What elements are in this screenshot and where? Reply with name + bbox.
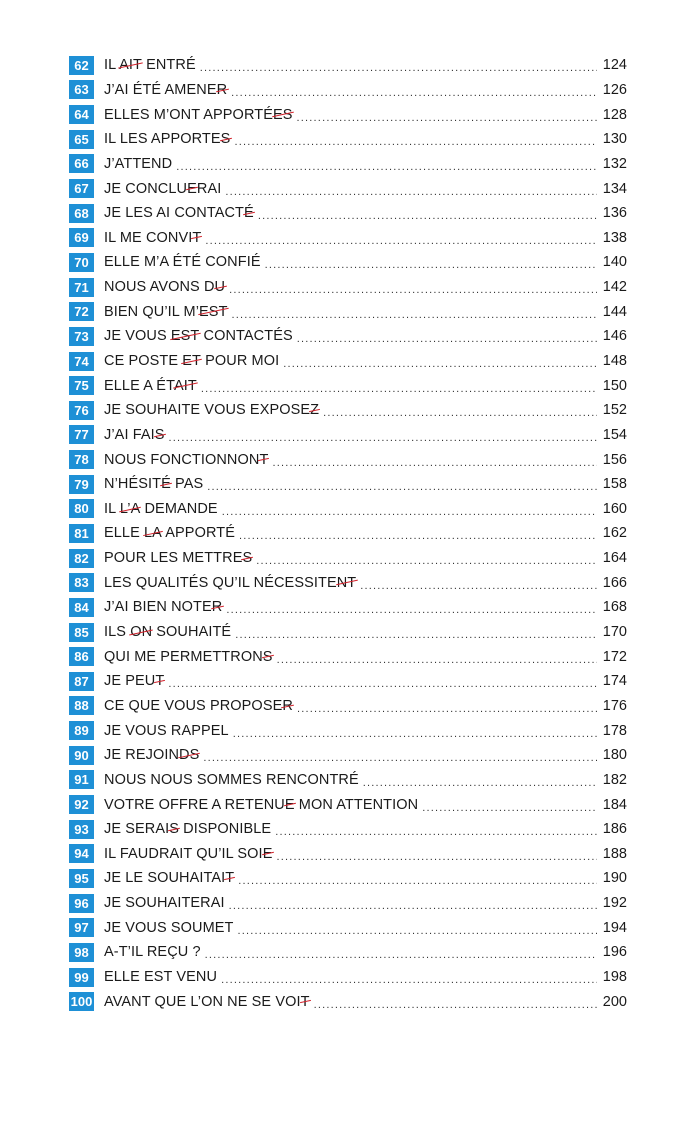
dot-leader: [205, 235, 597, 247]
toc-entry[interactable]: [69, 472, 627, 497]
entry-number-badge: 97: [69, 918, 94, 937]
toc-entry[interactable]: [69, 842, 627, 867]
page-number: 170: [602, 624, 627, 641]
entry-title: [104, 230, 201, 246]
struck-error-text: T: [155, 673, 165, 690]
dot-leader: [360, 580, 597, 592]
page-number: 190: [602, 870, 627, 887]
toc-entry[interactable]: [69, 250, 627, 275]
struck-error-text: T: [225, 870, 235, 887]
entry-number-badge: 75: [69, 376, 94, 395]
dot-leader: [277, 654, 597, 666]
entry-title-text: NOUS AVONS D: [104, 279, 215, 296]
entry-title-text: JE CONCLU: [104, 180, 188, 197]
entry-number-badge: 76: [69, 401, 94, 420]
entry-title: [104, 156, 172, 172]
entry-title: [104, 82, 227, 98]
entry-title: [104, 402, 319, 418]
entry-title: [104, 550, 252, 566]
toc-entry[interactable]: [69, 373, 627, 398]
dot-leader: [256, 555, 597, 567]
page-number: 184: [602, 796, 627, 813]
entry-title: [104, 57, 196, 73]
page-number: 192: [602, 895, 627, 912]
toc-entry[interactable]: [69, 423, 627, 448]
dot-leader: [205, 949, 597, 961]
entry-title: [104, 254, 261, 270]
dot-leader: [314, 999, 597, 1011]
entry-number-badge: 100: [70, 994, 93, 1010]
entry-title-text: JE SOUHAITERAI: [104, 895, 225, 912]
entry-title-text: IL: [104, 500, 120, 517]
toc-entry[interactable]: [69, 620, 627, 645]
entry-number-badge: 85: [69, 623, 94, 642]
entry-title-text: CE QUE VOUS PROPOSE: [104, 697, 283, 714]
entry-number-badge: 94: [69, 844, 94, 863]
dot-leader: [201, 383, 597, 395]
toc-entry[interactable]: [69, 78, 627, 103]
struck-error-text: NT: [336, 574, 357, 591]
entry-title-text: NOUS NOUS SOMMES RENCONTRÉ: [104, 771, 359, 788]
dot-leader: [234, 136, 597, 148]
entry-title-text: NOUS FONCTIONNON: [104, 451, 260, 468]
entry-title-text: JE LES AI CONTACT: [104, 205, 245, 222]
struck-error-text: R: [282, 697, 293, 714]
entry-number-badge: 62: [69, 56, 94, 75]
entry-title-text: POUR MOI: [200, 353, 280, 369]
entry-title-text: A-T’IL REÇU ?: [104, 944, 201, 961]
entry-title: [104, 501, 218, 517]
entry-title-text: ELLE EST VENU: [104, 969, 218, 986]
entry-number-badge: 65: [69, 130, 94, 149]
struck-error-text: EST: [170, 328, 200, 345]
entry-title: [104, 797, 418, 813]
page-number: 198: [602, 969, 627, 986]
entry-number-badge: 64: [69, 105, 94, 124]
entry-number-badge: 95: [69, 869, 94, 888]
page-number: 152: [602, 402, 627, 419]
entry-number-badge: 82: [69, 549, 94, 568]
dot-leader: [169, 432, 597, 444]
toc-entry[interactable]: [69, 447, 627, 472]
entry-title-text: PAS: [170, 476, 204, 493]
entry-number-badge: 68: [69, 204, 94, 223]
entry-title-text: IL: [104, 57, 120, 74]
entry-title-text: JE VOUS SOUMET: [104, 919, 234, 936]
entry-title: [104, 181, 221, 197]
dot-leader: [363, 777, 597, 789]
page-number: 128: [602, 106, 627, 123]
entry-number-badge: 66: [69, 154, 94, 173]
dot-leader: [297, 703, 597, 715]
page-number: 130: [602, 131, 627, 148]
entry-title-text: JE PEU: [104, 673, 156, 690]
toc-entry[interactable]: [69, 127, 627, 152]
struck-error-text: R: [211, 599, 223, 616]
page-number: 172: [602, 648, 627, 665]
page-number: 140: [602, 254, 627, 271]
entry-number-badge: 87: [69, 672, 94, 691]
entry-title-text: IL LES APPORTE: [104, 131, 221, 148]
toc-entry[interactable]: [69, 792, 627, 817]
entry-title-text: CE POSTE: [104, 353, 183, 369]
page-number: 146: [602, 328, 627, 345]
toc-entry[interactable]: [69, 349, 627, 374]
entry-title: [104, 821, 271, 837]
toc-entry[interactable]: [69, 915, 627, 940]
entry-title: [104, 378, 197, 394]
entry-title-text: JE LE SOUHAITAI: [104, 870, 226, 887]
entry-title-text: AVANT QUE L’ON NE SE VOI: [104, 993, 301, 1010]
page-number: 144: [602, 303, 627, 320]
struck-error-text: U: [214, 279, 226, 296]
entry-title: [104, 649, 273, 665]
entry-title-text: ELLES M’ONT APPORTÉ: [104, 106, 273, 123]
dot-leader: [221, 974, 597, 986]
toc-entry[interactable]: [69, 891, 627, 916]
table-of-contents: [69, 53, 627, 1014]
entry-title: [104, 994, 310, 1010]
entry-number-badge: 81: [69, 524, 94, 543]
toc-entry[interactable]: [69, 866, 627, 891]
entry-number-badge: 69: [69, 228, 94, 247]
struck-error-text: É: [161, 476, 171, 493]
entry-number-badge: 84: [69, 598, 94, 617]
toc-entry[interactable]: [69, 768, 627, 793]
page-number: 134: [602, 180, 627, 197]
entry-number-badge: 86: [69, 647, 94, 666]
toc-entry[interactable]: [69, 669, 627, 694]
entry-number-badge: 93: [69, 820, 94, 839]
toc-entry[interactable]: [69, 743, 627, 768]
entry-title: [104, 870, 234, 886]
dot-leader: [176, 161, 597, 173]
toc-entry[interactable]: [69, 275, 627, 300]
entry-number-badge: 99: [69, 968, 94, 987]
page-number: 124: [602, 57, 627, 74]
page-number: 160: [602, 500, 627, 517]
page-number: 186: [602, 821, 627, 838]
entry-title-text: J’AI ÉTÉ AMENE: [104, 81, 217, 98]
dot-leader: [207, 481, 597, 493]
entry-number-badge: 88: [69, 696, 94, 715]
page-number: 174: [602, 673, 627, 690]
toc-entry[interactable]: [69, 201, 627, 226]
toc-entry[interactable]: [69, 176, 627, 201]
entry-number-badge: 67: [69, 179, 94, 198]
entry-title-text: QUI ME PERMETTRON: [104, 648, 263, 665]
entry-title: [104, 846, 272, 862]
struck-error-text: AIT: [119, 57, 142, 74]
entry-number-badge: 98: [69, 943, 94, 962]
entry-title: [104, 279, 225, 295]
entry-title: [104, 599, 222, 615]
toc-entry[interactable]: [69, 570, 627, 595]
dot-leader: [239, 530, 597, 542]
entry-title: [104, 328, 293, 344]
toc-entry[interactable]: [69, 324, 627, 349]
dot-leader: [272, 457, 597, 469]
page-number: 158: [602, 476, 627, 493]
struck-error-text: T: [259, 451, 269, 468]
entry-title: [104, 920, 234, 936]
page-number: 132: [602, 155, 627, 172]
entry-title: [104, 673, 164, 689]
dot-leader: [258, 210, 597, 222]
entry-number-badge: 70: [69, 253, 94, 272]
entry-number-badge: 91: [69, 770, 94, 789]
entry-title-text: J’ATTEND: [104, 155, 173, 172]
entry-title: [104, 205, 254, 221]
entry-title-text: J’AI FAI: [104, 426, 155, 443]
entry-title: [104, 304, 228, 320]
dot-leader: [297, 112, 597, 124]
dot-leader: [275, 826, 597, 838]
page-number: 176: [602, 697, 627, 714]
struck-error-text: LA: [144, 525, 162, 542]
entry-title: [104, 624, 231, 640]
page-number: 164: [602, 550, 627, 567]
entry-title: [104, 131, 230, 147]
dot-leader: [323, 407, 597, 419]
toc-entry[interactable]: [69, 225, 627, 250]
dot-leader: [203, 752, 597, 764]
entry-title: [104, 944, 201, 960]
page-number: 126: [602, 81, 627, 98]
toc-entry[interactable]: [69, 595, 627, 620]
toc-entry[interactable]: [69, 497, 627, 522]
entry-title-text: J’AI BIEN NOTE: [104, 599, 212, 616]
page-number: 194: [602, 919, 627, 936]
entry-title-text: IL ME CONVI: [104, 229, 193, 246]
toc-entry[interactable]: [69, 817, 627, 842]
page-number: 178: [602, 722, 627, 739]
entry-title: [104, 969, 217, 985]
dot-leader: [231, 87, 597, 99]
page-number: 180: [602, 747, 627, 764]
entry-title: [104, 452, 268, 468]
entry-title-text: N’HÉSIT: [104, 476, 162, 493]
toc-entry[interactable]: [69, 398, 627, 423]
entry-title: [104, 895, 225, 911]
dot-leader: [238, 925, 598, 937]
entry-title-text: JE REJOIN: [104, 747, 180, 764]
struck-error-text: Z: [310, 402, 320, 419]
page-number: 166: [602, 574, 627, 591]
toc-entry[interactable]: [69, 521, 627, 546]
page-number: 168: [602, 599, 627, 616]
struck-error-text: S: [262, 648, 273, 665]
struck-error-text: AIT: [173, 377, 197, 394]
entry-title-text: JE VOUS RAPPEL: [104, 722, 229, 739]
page-number: 188: [602, 845, 627, 862]
entry-number-badge: 89: [69, 721, 94, 740]
toc-entry[interactable]: [69, 940, 627, 965]
struck-error-text: L’A: [119, 500, 141, 517]
entry-number-badge: 92: [69, 795, 94, 814]
toc-entry[interactable]: [69, 546, 627, 571]
entry-title-text: ELLE M’A ÉTÉ CONFIÉ: [104, 254, 261, 271]
page-number: 200: [602, 993, 627, 1010]
entry-title-text: SOUHAITÉ: [152, 624, 232, 641]
dot-leader: [232, 309, 597, 321]
entry-title: [104, 698, 293, 714]
entry-number-badge: 73: [69, 327, 94, 346]
dot-leader: [297, 333, 597, 345]
toc-entry[interactable]: [69, 989, 627, 1014]
toc-entry[interactable]: [69, 299, 627, 324]
page-number: 150: [602, 377, 627, 394]
struck-error-text: ET: [182, 353, 201, 369]
page-number: 182: [602, 771, 627, 788]
toc-entry[interactable]: [69, 102, 627, 127]
entry-title: [104, 107, 293, 123]
entry-title-text: CONTACTÉS: [199, 328, 293, 345]
dot-leader: [276, 851, 597, 863]
entry-title-text: ILS: [104, 624, 131, 641]
entry-title-text: LES QUALITÉS QU’IL NÉCESSITE: [104, 574, 337, 591]
toc-entry[interactable]: [69, 53, 627, 78]
toc-entry[interactable]: [69, 694, 627, 719]
struck-error-text: S: [154, 426, 165, 443]
dot-leader: [283, 358, 597, 370]
dot-leader: [229, 284, 597, 296]
entry-title: [104, 353, 279, 369]
entry-number-badge: 78: [69, 450, 94, 469]
entry-number-badge: 96: [69, 894, 94, 913]
toc-entry[interactable]: [69, 965, 627, 990]
entry-title-text: MON ATTENTION: [294, 796, 419, 813]
dot-leader: [265, 259, 597, 271]
struck-error-text: E: [187, 180, 197, 197]
struck-error-text: R: [216, 81, 228, 98]
entry-title-text: JE SERAI: [104, 821, 170, 838]
entry-title: [104, 476, 203, 492]
entry-title-text: DEMANDE: [140, 500, 218, 517]
entry-number-badge: 77: [69, 425, 94, 444]
page-number: 148: [602, 353, 627, 369]
page-number: 196: [602, 944, 627, 961]
entry-title-text: JE SOUHAITE VOUS EXPOSE: [104, 402, 311, 419]
toc-entry[interactable]: [69, 644, 627, 669]
entry-number-badge: 83: [69, 573, 94, 592]
entry-title: [104, 427, 165, 443]
dot-leader: [225, 186, 597, 198]
entry-title-text: ELLE: [104, 525, 144, 542]
entry-title-text: IL FAUDRAIT QU’IL SOI: [104, 845, 263, 862]
entry-title: [104, 575, 356, 591]
entry-number-badge: 71: [69, 278, 94, 297]
entry-title-text: RAI: [196, 180, 222, 197]
page-number: 156: [602, 451, 627, 468]
dot-leader: [229, 900, 597, 912]
entry-title: [104, 525, 235, 541]
dot-leader: [222, 506, 597, 518]
struck-error-text: DS: [179, 747, 200, 764]
dot-leader: [168, 678, 597, 690]
entry-title: [104, 723, 229, 739]
entry-title-text: VOTRE OFFRE A RETENU: [104, 796, 285, 813]
entry-title-text: DISPONIBLE: [179, 821, 272, 838]
page-number: 136: [602, 205, 627, 222]
struck-error-text: ES: [272, 106, 293, 123]
entry-title-text: BIEN QU’IL M’: [104, 303, 200, 320]
struck-error-text: E: [284, 796, 295, 813]
entry-title-text: ENTRÉ: [141, 57, 196, 74]
struck-error-text: E: [262, 845, 273, 862]
toc-entry[interactable]: [69, 718, 627, 743]
entry-title-text: ELLE A ÉT: [104, 377, 174, 394]
entry-title-text: POUR LES METTRE: [104, 550, 243, 567]
entry-number-badge: 63: [69, 80, 94, 99]
dot-leader: [235, 629, 597, 641]
struck-error-text: ON: [130, 624, 153, 641]
struck-error-text: S: [169, 821, 180, 838]
struck-error-text: T: [300, 993, 310, 1010]
entry-title: [104, 772, 359, 788]
entry-number-badge: 79: [69, 475, 94, 494]
struck-error-text: S: [242, 550, 253, 567]
dot-leader: [233, 728, 597, 740]
struck-error-text: S: [220, 131, 231, 148]
toc-entry[interactable]: [69, 152, 627, 177]
struck-error-text: EST: [199, 303, 228, 320]
struck-error-text: T: [192, 229, 202, 246]
entry-title-text: JE VOUS: [104, 328, 171, 345]
entry-title-text: APPORTÉ: [161, 525, 235, 542]
entry-number-badge: 74: [69, 352, 94, 371]
dot-leader: [422, 802, 597, 814]
page-number: 142: [602, 279, 627, 296]
dot-leader: [238, 875, 597, 887]
dot-leader: [200, 62, 597, 74]
entry-number-badge: 80: [69, 499, 94, 518]
entry-title: [104, 747, 199, 763]
entry-number-badge: 90: [69, 746, 94, 765]
dot-leader: [226, 604, 597, 616]
page-number: 154: [602, 426, 627, 443]
page-number: 138: [602, 229, 627, 246]
entry-number-badge: 72: [69, 302, 94, 321]
page-number: 162: [602, 525, 627, 542]
struck-error-text: É: [244, 205, 254, 222]
